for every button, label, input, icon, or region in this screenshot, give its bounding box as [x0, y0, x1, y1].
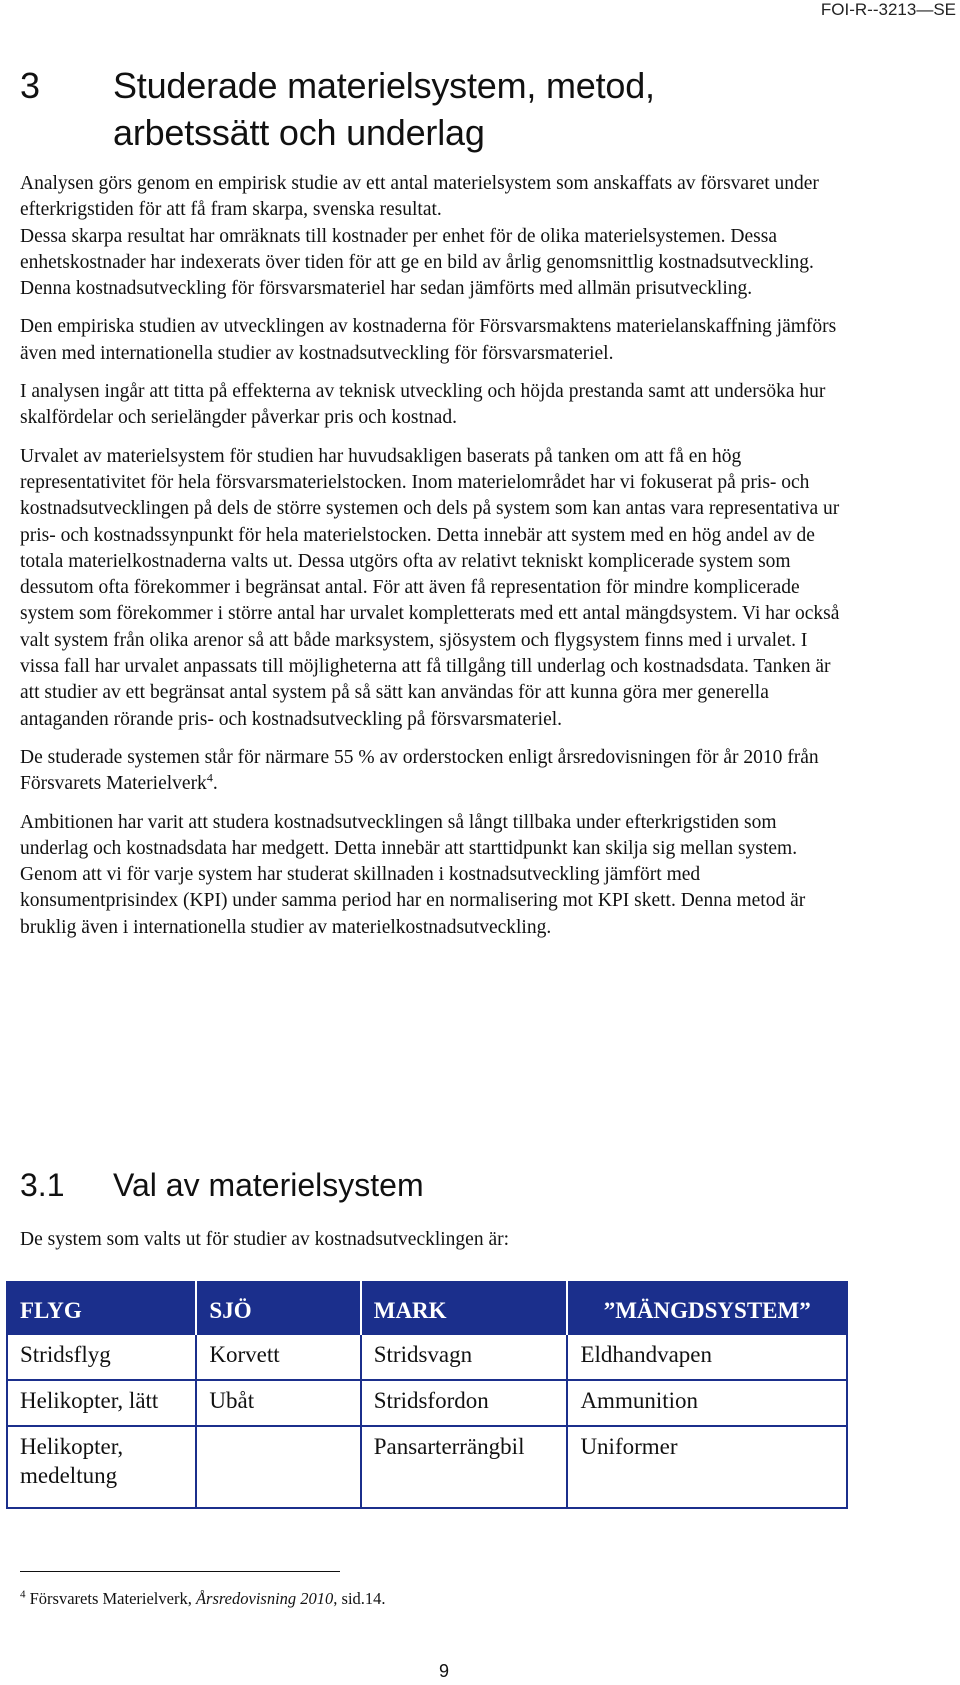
chapter-title-line2: arbetssätt och underlag: [113, 112, 485, 153]
table-header-cell: SJÖ: [196, 1281, 360, 1335]
table-cell: Helikopter, lätt: [7, 1380, 196, 1426]
paragraph-4: I analysen ingår att titta på effekterna av teknisk utveckling och höjda prestanda samt att undersöka hur skalfördelar och serielängder påverkar pris och kostnad.: [20, 381, 826, 429]
table-cell: Ammunition: [567, 1380, 847, 1426]
table-header-cell: ”MÄNGDSYSTEM”: [567, 1281, 847, 1335]
chapter-heading: [20, 62, 920, 156]
footnote-title: Årsredovisning 2010: [195, 1589, 334, 1608]
chapter-title: [113, 62, 655, 156]
section-number: 3.1: [20, 1167, 65, 1203]
section-intro: De system som valts ut för studier av kostnadsutvecklingen är:: [20, 1229, 510, 1250]
footnote-pages: , sid.14.: [333, 1589, 386, 1608]
table-cell: Stridsvagn: [361, 1335, 568, 1380]
table-cell: Stridsflyg: [7, 1335, 196, 1380]
body-text: [20, 171, 840, 953]
table-row: [7, 1335, 847, 1380]
table-cell: [196, 1426, 360, 1508]
table-header-cell: MARK: [361, 1281, 568, 1335]
footnote-source: Försvarets Materielverk,: [29, 1589, 196, 1608]
chapter-title-line1: Studerade materielsystem, metod,: [113, 65, 655, 106]
paragraph-5: Urvalet av materielsystem för studien har huvudsakligen baserats på tanken om att få en hög representativitet för hela försvarsmaterielstocken. Inom materielområdet har vi fokuserat på pris- och kostnadsutvecklingen på dels de större systemen och dels på system som kan antas vara representativa ur pris- och kostnadssynpunkt för hela materielstocken. Detta innebär att system med en hög andel av de totala materielkostnaderna valts ut. Dessa utgörs ofta av relativt tekniskt komplicerade system som dessutom ofta förekommer i begränsat antal. För att även få representation för mindre komplicerade system som förekommer i större antal har urvalet kompletterats med ett antal mängdsystem. Vi har också valt system från olika arenor så att både marksystem, sjösystem och flygsystem finns med i urvalet. I vissa fall har urvalet anpassats till möjligheterna att få tillgång till underlag och kostnadsdata. Tanken är att studier av ett begränsat antal system på så sätt kan användas för att kunna göra mer generella antaganden rörande pris- och kostnadsutveckling på försvarsmateriel.: [20, 445, 840, 730]
footnote-marker: 4: [20, 1588, 26, 1601]
paragraph-6-end: .: [212, 773, 218, 795]
footnote-divider: [20, 1571, 340, 1572]
table-cell: Helikopter, medeltung: [7, 1426, 196, 1508]
section-heading: [20, 1167, 424, 1204]
table-header-cell: FLYG: [7, 1281, 196, 1335]
paragraph-3: Den empiriska studien av utvecklingen av kostnaderna för Försvarsmaktens materielanskaffning jämförs även med internationella studier av kostnadsutveckling för försvarsmateriel.: [20, 316, 837, 364]
table-header-row: [7, 1281, 847, 1335]
table-cell: Uniformer: [567, 1426, 847, 1508]
table-row: [7, 1380, 847, 1426]
footnote-reference[interactable]: 4: [206, 770, 213, 785]
table-cell: Stridsfordon: [361, 1380, 568, 1426]
paragraph-1: Analysen görs genom en empirisk studie av ett antal materielsystem som anskaffats av försvaret under efterkrigstiden för att få fram skarpa, svenska resultat.: [20, 173, 819, 221]
materiel-systems-table: [6, 1281, 848, 1509]
footnote: [20, 1589, 386, 1609]
section-title: Val av materielsystem: [113, 1167, 424, 1203]
table-row: [7, 1426, 847, 1508]
table-cell: Eldhandvapen: [567, 1335, 847, 1380]
table-cell: Korvett: [196, 1335, 360, 1380]
page-number: 9: [438, 1661, 449, 1681]
table-cell: Ubåt: [196, 1380, 360, 1426]
table-cell: Pansarterrängbil: [361, 1426, 568, 1508]
document-id: FOI-R--3213—SE: [820, 0, 956, 19]
paragraph-7: Ambitionen har varit att studera kostnadsutvecklingen så långt tillbaka under efterkrigstiden som underlag och kostnadsdata har medgett. Detta innebär att starttidpunkt kan skilja sig mellan system. Genom att vi för varje system har studerat skillnaden i kostnadsutveckling jämfört med konsumentprisindex (KPI) under samma period har en normalisering mot KPI skett. Denna metod är bruklig även i internationella studier av materielkostnadsutveckling.: [20, 811, 806, 938]
paragraph-6: [20, 745, 840, 798]
paragraph-6-text: De studerade systemen står för närmare 55 % av orderstocken enligt årsredovisningen för år 2010 från Försvarets Materielverk: [20, 746, 819, 795]
paragraph-2: Dessa skarpa resultat har omräknats till kostnader per enhet för de olika materielsystemen. Dessa enhetskostnader har indexerats över tiden för att ge en bild av årlig genomsnittlig kostnadsutveckling. Denna kostnadsutveckling för försvarsmateriel har sedan jämförts med allmän prisutveckling.: [20, 225, 814, 300]
chapter-number: 3: [20, 65, 40, 106]
